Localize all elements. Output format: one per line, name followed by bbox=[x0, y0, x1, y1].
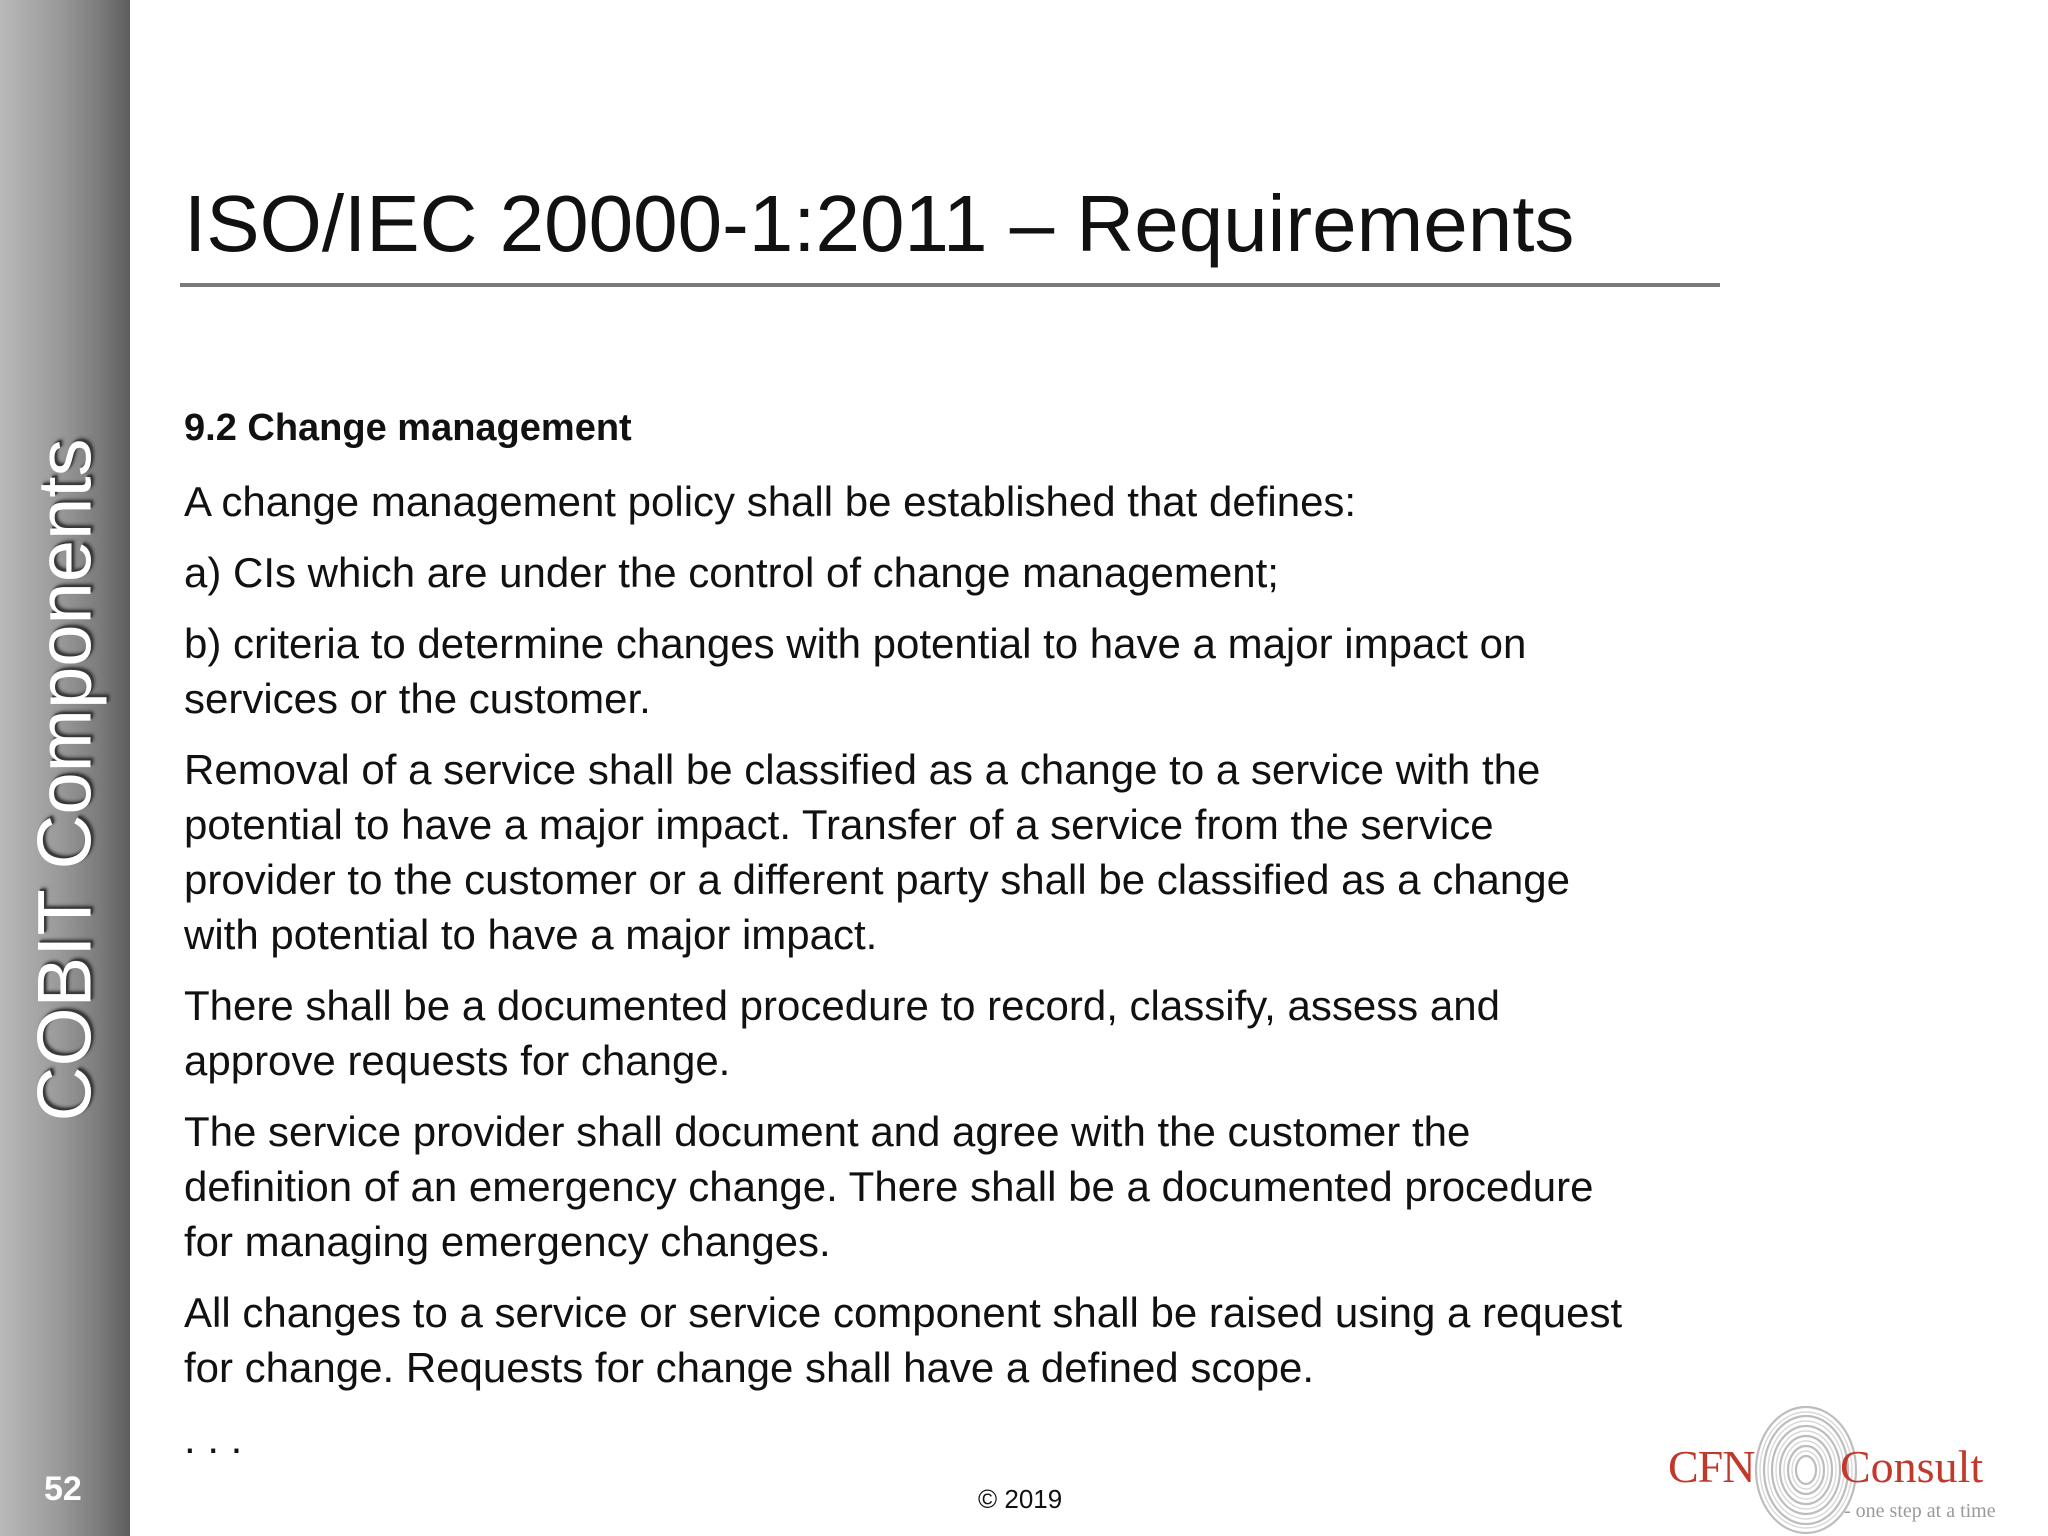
paragraph-request-for-change: All changes to a service or service component shall be raised using a request for change. Requests for change shall have a defined scope. bbox=[184, 1289, 1623, 1391]
section-heading: 9.2 Change management bbox=[184, 407, 632, 449]
paragraph-documented-procedure: There shall be a documented procedure to record, classify, assess and approve requests for change. bbox=[184, 982, 1500, 1084]
continuation-ellipsis: . . . bbox=[184, 1415, 243, 1462]
paragraph-emergency-change: The service provider shall document and agree with the customer the definition of an emergency change. There shall be a documented procedure for managing emergency changes. bbox=[184, 1108, 1594, 1265]
logo-brand-consult: Consult bbox=[1840, 1441, 1984, 1492]
cfn-consult-logo bbox=[1668, 1400, 2028, 1536]
content-body bbox=[184, 400, 1644, 1466]
paragraph-item-a: a) CIs which are under the control of change management; bbox=[184, 549, 1279, 596]
paragraph-item-b: b) criteria to determine changes with potential to have a major impact on services or the customer. bbox=[184, 620, 1527, 722]
copyright-notice: © 2019 bbox=[978, 1484, 1063, 1514]
paragraph-removal-of-service: Removal of a service shall be classified as a change to a service with the potential to have a major impact. Transfer of a service from the service provider to the customer or a different party shall be classified as a change with potential to have a major impact. bbox=[184, 746, 1570, 958]
title-divider bbox=[180, 283, 1720, 287]
slide-title: ISO/IEC 20000-1:2011 – Requirements bbox=[184, 179, 1575, 268]
sidebar bbox=[0, 0, 130, 1536]
logo-brand-cfn: CFN bbox=[1668, 1441, 1755, 1492]
paragraph-policy-intro: A change management policy shall be established that defines: bbox=[184, 478, 1357, 525]
page-number: 52 bbox=[44, 1470, 82, 1508]
logo-tagline: - one step at a time bbox=[1844, 1500, 1996, 1522]
sidebar-title: COBIT Components bbox=[22, 438, 108, 1122]
